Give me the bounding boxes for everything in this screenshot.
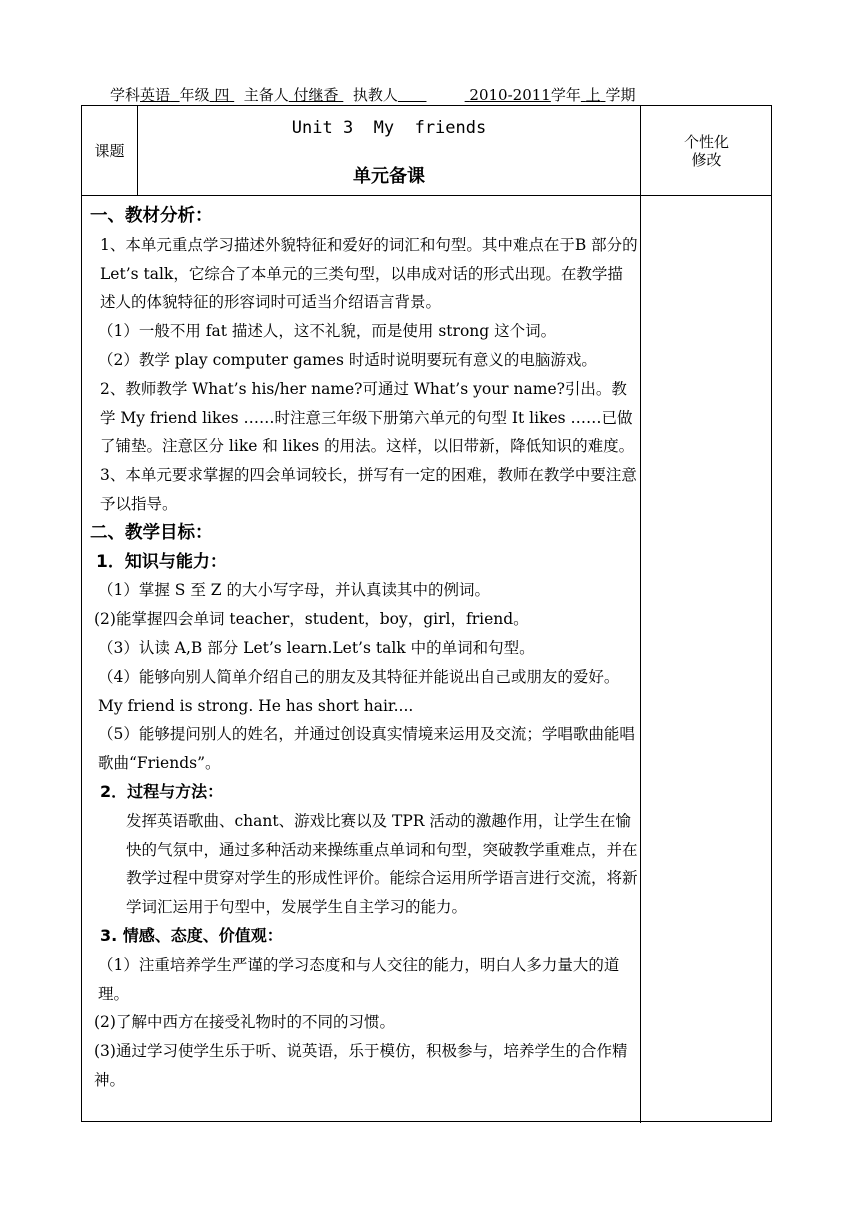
title-cell <box>138 106 640 195</box>
subject-value: 英语 <box>140 86 171 104</box>
personalization-line1: 个性化 <box>683 133 729 151</box>
subsection-heading: 2．过程与方法： <box>100 781 224 801</box>
paragraph: 2、教师教学 What’s his/her name?可通过 What’s your name?引出。教学 My friend likes ……时注意三年级下册第六单元的句型 It likes ……已做了铺垫。注意区分 like 和 likes 的用法。这样，以旧带新，降低知识的难度。 <box>100 379 635 456</box>
section-heading: 一、教材分析： <box>90 206 213 226</box>
paragraph: (2)了解中西方在接受礼物时的不同的习惯。 <box>94 1013 395 1032</box>
teacher-label: 执教人 <box>352 86 398 104</box>
topic-label: 课题 <box>94 142 125 160</box>
paragraph: （5）能够提问别人的姓名，并通过创设真实情境来运用及交流；学唱歌曲能唱歌曲“Friends”。 <box>98 725 635 773</box>
subject-label: 学科 <box>110 86 141 104</box>
paragraph: 1、本单元重点学习描述外貌特征和爱好的词汇和句型。其中难点在于B 部分的 Let’s talk，它综合了本单元的三类句型，以串成对话的形式出现。在教学描述人的体貌特征的形容词时可适当介绍语言背景。 <box>100 235 638 312</box>
unit-title: Unit 3 My friends <box>291 118 487 138</box>
year-value: 2010-2011 <box>469 86 551 104</box>
paragraph: 发挥英语歌曲、chant、游戏比赛以及 TPR 活动的激趣作用，让学生在愉快的气氛中，通过多种活动来操练重点单词和句型，突破教学重难点，并在教学过程中贯穿对学生的形成性评价。能综合运用所学语言进行交流，将新学词汇运用于句型中，发展学生自主学习的能力。 <box>126 811 638 917</box>
preparer-label: 主备人 <box>243 86 289 104</box>
term-value: 上 <box>585 86 601 104</box>
teacher-value <box>398 86 427 104</box>
subsection-heading: 3. 情感、态度、价值观： <box>100 925 283 945</box>
grade-label: 年级 <box>179 86 210 104</box>
document-header <box>110 84 810 105</box>
paragraph: （1）掌握 S 至 Z 的大小写字母，并认真读其中的例词。 <box>98 581 490 600</box>
divider <box>82 195 772 196</box>
lesson-plan-table <box>81 105 772 1122</box>
unit-subtitle: 单元备课 <box>353 166 425 187</box>
paragraph: (3)通过学习使学生乐于听、说英语，乐于模仿，积极参与，培养学生的合作精神。 <box>94 1042 628 1089</box>
section-heading: 二、教学目标： <box>90 522 213 543</box>
year-label: 学年 <box>550 86 581 104</box>
paragraph: (2)能掌握四会单词 teacher，student，boy，girl，friend。 <box>94 610 529 629</box>
personalization-label <box>641 106 772 195</box>
paragraph: （1）一般不用 fat 描述人，这不礼貌，而是使用 strong 这个词。 <box>98 322 557 341</box>
paragraph: （3）认读 A,B 部分 Let’s learn.Let’s talk 中的单词和句型。 <box>98 638 535 657</box>
paragraph: （2）教学 play computer games 时适时说明要玩有意义的电脑游戏。 <box>98 350 597 369</box>
paragraph: （1）注重培养学生严谨的学习态度和与人交往的能力，明白人多力量大的道理。 <box>98 955 620 1003</box>
paragraph: （4）能够向别人简单介绍自己的朋友及其特征并能说出自己或朋友的爱好。My friend is strong. He has short hair.... <box>98 667 620 715</box>
term-label: 学期 <box>605 86 636 104</box>
lesson-content <box>90 202 638 1095</box>
preparer-value: 付继香 <box>293 86 339 104</box>
divider <box>640 106 641 1123</box>
grade-value: 四 <box>214 86 230 104</box>
paragraph: 3、本单元要求掌握的四会单词较长，拼写有一定的困难，教师在教学中要注意予以指导。 <box>100 466 637 513</box>
personalization-line2: 修改 <box>691 151 722 169</box>
subsection-heading: 1．知识与能力： <box>96 551 227 572</box>
